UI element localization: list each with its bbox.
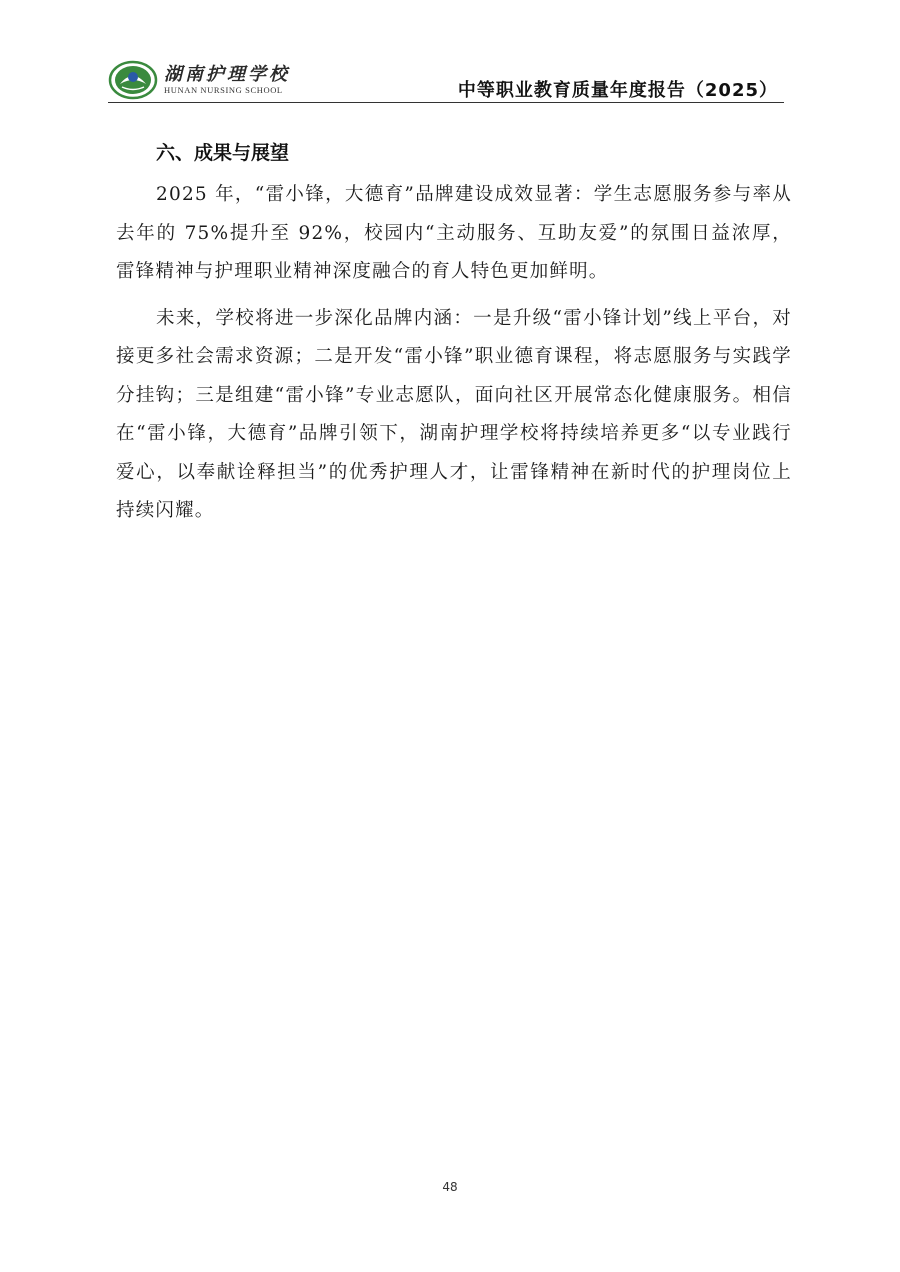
logo-school-name-cn: 湖南护理学校 bbox=[164, 64, 290, 85]
section-heading: 六、成果与展望 bbox=[156, 142, 290, 164]
main-content bbox=[116, 138, 792, 531]
page-number: 48 bbox=[442, 1180, 458, 1194]
page-header bbox=[108, 58, 784, 104]
logo-school-name-en: HUNAN NURSING SCHOOL bbox=[164, 85, 283, 95]
paragraph-achievements: 2025 年，“雷小锋，大德育”品牌建设成效显著：学生志愿服务参与率从去年的 75%提升至 92%，校园内“主动服务、互助友爱”的氛围日益浓厚，雷锋精神与护理职业精神深度融合的育人特色更加鲜明。 bbox=[116, 184, 792, 282]
school-logo bbox=[108, 60, 290, 100]
paragraph-outlook: 未来，学校将进一步深化品牌内涵：一是升级“雷小锋计划”线上平台，对接更多社会需求资源；二是开发“雷小锋”职业德育课程，将志愿服务与实践学分挂钩；三是组建“雷小锋”专业志愿队，面向社区开展常态化健康服务。相信在“雷小锋，大德育”品牌引领下，湖南护理学校将持续培养更多“以专业践行爱心，以奉献诠释担当”的优秀护理人才，让雷锋精神在新时代的护理岗位上持续闪耀。 bbox=[116, 307, 792, 521]
school-emblem-icon bbox=[108, 60, 158, 100]
header-divider bbox=[108, 102, 784, 103]
report-title: 中等职业教育质量年度报告（2025） bbox=[457, 80, 778, 101]
